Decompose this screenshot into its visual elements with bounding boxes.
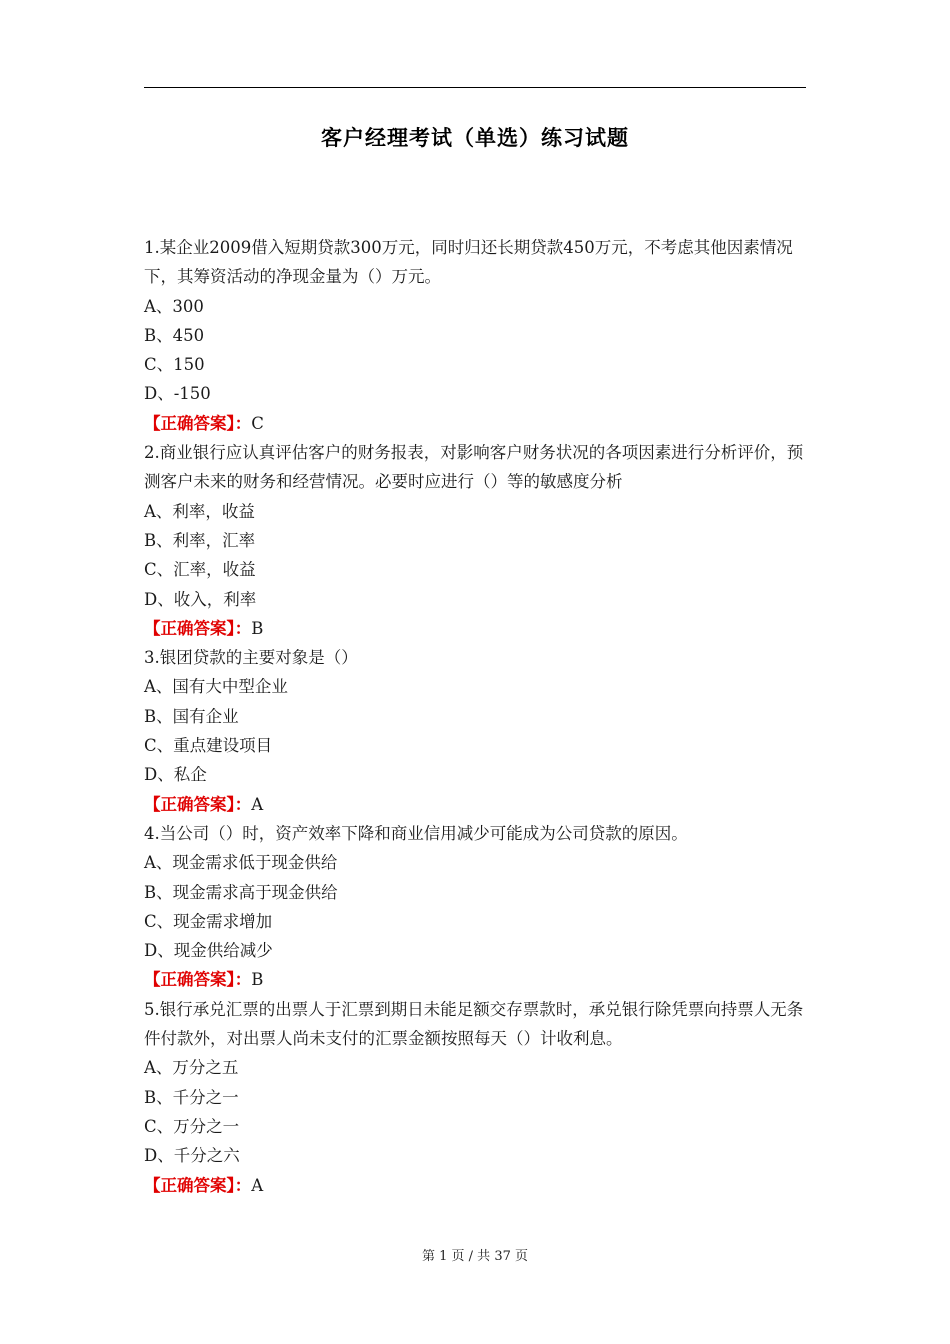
option-b: B、千分之一 <box>144 1087 239 1107</box>
page-footer: 第 1 页 / 共 37 页 <box>422 1249 528 1264</box>
question-list <box>144 233 809 1200</box>
answer-value: C <box>251 413 264 433</box>
answer-value: B <box>251 970 264 990</box>
option-d: D、收入，利率 <box>144 589 257 609</box>
option-d: D、千分之六 <box>144 1146 240 1166</box>
option-c: C、汇率，收益 <box>144 560 256 580</box>
option-b: B、国有企业 <box>144 706 239 726</box>
answer-line <box>144 409 809 438</box>
option-c: C、150 <box>144 355 205 375</box>
option-a: A、现金需求低于现金供给 <box>144 853 338 873</box>
answer-label: 【正确答案】： <box>144 970 252 990</box>
question-stem: 2.商业银行应认真评估客户的财务报表，对影响客户财务状况的各项因素进行分析评价，预测客户未来的财务和经营情况。必要时应进行（）等的敏感度分析 <box>144 443 804 492</box>
question-block <box>144 819 809 995</box>
answer-line <box>144 1171 809 1200</box>
answer-label: 【正确答案】： <box>144 794 252 814</box>
question-block <box>144 233 809 438</box>
answer-label: 【正确答案】： <box>144 413 252 433</box>
option-d: D、现金供给减少 <box>144 941 273 961</box>
question-stem: 4.当公司（）时，资产效率下降和商业信用减少可能成为公司贷款的原因。 <box>144 823 688 843</box>
answer-value: A <box>251 1175 264 1195</box>
question-block <box>144 995 809 1200</box>
question-stem: 3.银团贷款的主要对象是（） <box>144 648 358 668</box>
option-c: C、现金需求增加 <box>144 911 273 931</box>
option-a: A、国有大中型企业 <box>144 677 288 697</box>
answer-line <box>144 614 809 643</box>
option-a: A、万分之五 <box>144 1058 239 1078</box>
option-b: B、现金需求高于现金供给 <box>144 882 338 902</box>
option-d: D、-150 <box>144 384 211 404</box>
option-c: C、万分之一 <box>144 1116 240 1136</box>
option-d: D、私企 <box>144 765 207 785</box>
question-block <box>144 643 809 819</box>
header-rule <box>144 87 806 88</box>
answer-line <box>144 965 809 994</box>
option-a: A、利率，收益 <box>144 501 255 521</box>
option-c: C、重点建设项目 <box>144 736 273 756</box>
option-a: A、300 <box>144 296 204 316</box>
question-stem: 5.银行承兑汇票的出票人于汇票到期日未能足额交存票款时，承兑银行除凭票向持票人无条件付款外，对出票人尚未支付的汇票金额按照每天（）计收利息。 <box>144 999 804 1049</box>
answer-value: A <box>251 794 264 814</box>
document-title: 客户经理考试（单选）练习试题 <box>321 126 629 150</box>
answer-line <box>144 790 809 819</box>
option-b: B、利率，汇率 <box>144 530 256 550</box>
question-stem: 1.某企业2009借入短期贷款300万元，同时归还长期贷款450万元，不考虑其他因素情况下，其筹资活动的净现金量为（）万元。 <box>144 238 793 287</box>
answer-label: 【正确答案】： <box>144 618 252 638</box>
option-b: B、450 <box>144 325 205 345</box>
answer-value: B <box>251 618 264 638</box>
question-block <box>144 438 809 643</box>
answer-label: 【正确答案】： <box>144 1175 252 1195</box>
